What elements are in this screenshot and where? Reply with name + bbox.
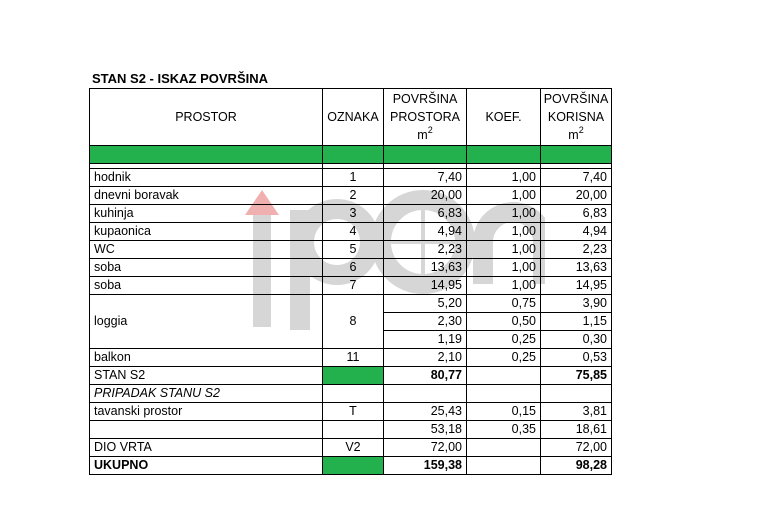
- cell-prostor: WC: [90, 241, 323, 259]
- cell-oznaka: 8: [323, 295, 384, 349]
- cell-koef: 1,00: [467, 169, 541, 187]
- cell-koef: [467, 439, 541, 457]
- table-row-tavanski: [90, 403, 612, 421]
- header-koef: KOEF.: [467, 89, 541, 146]
- cell-oznaka: [323, 421, 384, 439]
- cell-koef: 1,00: [467, 223, 541, 241]
- cell-povrsina: 13,63: [384, 259, 467, 277]
- cell-koef: 1,00: [467, 187, 541, 205]
- cell-koef: 0,50: [467, 313, 541, 331]
- cell-povrsina: 2,10: [384, 349, 467, 367]
- cell-prostor: [90, 421, 323, 439]
- table-row-pripadak: [90, 385, 612, 403]
- cell-koef: 0,25: [467, 331, 541, 349]
- table-row-stan-total: [90, 367, 612, 385]
- cell-koef: 0,75: [467, 295, 541, 313]
- cell-koef: [467, 367, 541, 385]
- table-row: [90, 241, 612, 259]
- cell-oznaka: T: [323, 403, 384, 421]
- cell-povrsina: 2,23: [384, 241, 467, 259]
- cell-povrsina-total: 80,77: [384, 367, 467, 385]
- cell-pripadak-label: PRIPADAK STANU S2: [90, 385, 323, 403]
- cell-korisna: 2,23: [541, 241, 612, 259]
- cell-korisna-total: 98,28: [541, 457, 612, 475]
- cell-prostor: soba: [90, 277, 323, 295]
- header-povrsina-korisna: POVRŠINA KORISNA $m^2$: [541, 89, 612, 146]
- cell-povrsina: 53,18: [384, 421, 467, 439]
- header-row: [90, 89, 612, 146]
- cell-koef: 1,00: [467, 277, 541, 295]
- cell-oznaka: 4: [323, 223, 384, 241]
- document-title: STAN S2 - ISKAZ POVRŠINA: [92, 71, 269, 86]
- header-prostor: PROSTOR: [90, 89, 323, 146]
- header-oznaka: OZNAKA: [323, 89, 384, 146]
- cell-prostor: tavanski prostor: [90, 403, 323, 421]
- cell-prostor: soba: [90, 259, 323, 277]
- cell-koef: 0,35: [467, 421, 541, 439]
- cell-korisna: 18,61: [541, 421, 612, 439]
- cell-povrsina: 25,43: [384, 403, 467, 421]
- area-table: [89, 88, 612, 475]
- cell-korisna: 13,63: [541, 259, 612, 277]
- cell-prostor: loggia: [90, 295, 323, 349]
- table-row: [90, 277, 612, 295]
- cell-koef: [467, 457, 541, 475]
- table-row: [90, 169, 612, 187]
- cell-prostor: balkon: [90, 349, 323, 367]
- cell-prostor: UKUPNO: [90, 457, 323, 475]
- cell-oznaka: V2: [323, 439, 384, 457]
- cell-korisna: 14,95: [541, 277, 612, 295]
- cell-oznaka: 11: [323, 349, 384, 367]
- cell-povrsina: 6,83: [384, 205, 467, 223]
- cell-prostor: hodnik: [90, 169, 323, 187]
- cell-korisna: 4,94: [541, 223, 612, 241]
- cell-korisna: 3,81: [541, 403, 612, 421]
- cell-povrsina: 4,94: [384, 223, 467, 241]
- cell-korisna: 0,30: [541, 331, 612, 349]
- table-row: [90, 205, 612, 223]
- cell-oznaka: 6: [323, 259, 384, 277]
- cell-koef: 1,00: [467, 205, 541, 223]
- cell-korisna: 0,53: [541, 349, 612, 367]
- cell-oznaka: 1: [323, 169, 384, 187]
- table-row-vrt: [90, 439, 612, 457]
- cell-korisna: 3,90: [541, 295, 612, 313]
- cell-oznaka: 3: [323, 205, 384, 223]
- cell-povrsina: 20,00: [384, 187, 467, 205]
- cell-prostor: kupaonica: [90, 223, 323, 241]
- cell-oznaka: 2: [323, 187, 384, 205]
- header-povrsina-prostora: POVRŠINA PROSTORA $m^2$: [384, 89, 467, 146]
- green-cell: [323, 457, 384, 475]
- cell-korisna: 72,00: [541, 439, 612, 457]
- table-row: [90, 223, 612, 241]
- cell-prostor: kuhinja: [90, 205, 323, 223]
- cell-povrsina: 14,95: [384, 277, 467, 295]
- table-row: [90, 259, 612, 277]
- green-cell: [323, 367, 384, 385]
- cell-koef: 1,00: [467, 259, 541, 277]
- cell-koef: 0,25: [467, 349, 541, 367]
- cell-koef: 1,00: [467, 241, 541, 259]
- cell-korisna: 7,40: [541, 169, 612, 187]
- cell-povrsina: 2,30: [384, 313, 467, 331]
- cell-oznaka: 5: [323, 241, 384, 259]
- cell-povrsina: 5,20: [384, 295, 467, 313]
- table-row-balkon: [90, 349, 612, 367]
- cell-povrsina-total: 159,38: [384, 457, 467, 475]
- table-row-tavanski: [90, 421, 612, 439]
- cell-oznaka: 7: [323, 277, 384, 295]
- cell-povrsina: 7,40: [384, 169, 467, 187]
- cell-prostor: STAN S2: [90, 367, 323, 385]
- table-row: [90, 187, 612, 205]
- table-row-loggia: [90, 295, 612, 313]
- cell-koef: 0,15: [467, 403, 541, 421]
- cell-prostor: DIO VRTA: [90, 439, 323, 457]
- cell-povrsina: 1,19: [384, 331, 467, 349]
- cell-korisna: 20,00: [541, 187, 612, 205]
- cell-povrsina: 72,00: [384, 439, 467, 457]
- cell-korisna-total: 75,85: [541, 367, 612, 385]
- cell-prostor: dnevni boravak: [90, 187, 323, 205]
- cell-korisna: 6,83: [541, 205, 612, 223]
- cell-korisna: 1,15: [541, 313, 612, 331]
- green-separator-row: [90, 146, 612, 164]
- table-row-ukupno: [90, 457, 612, 475]
